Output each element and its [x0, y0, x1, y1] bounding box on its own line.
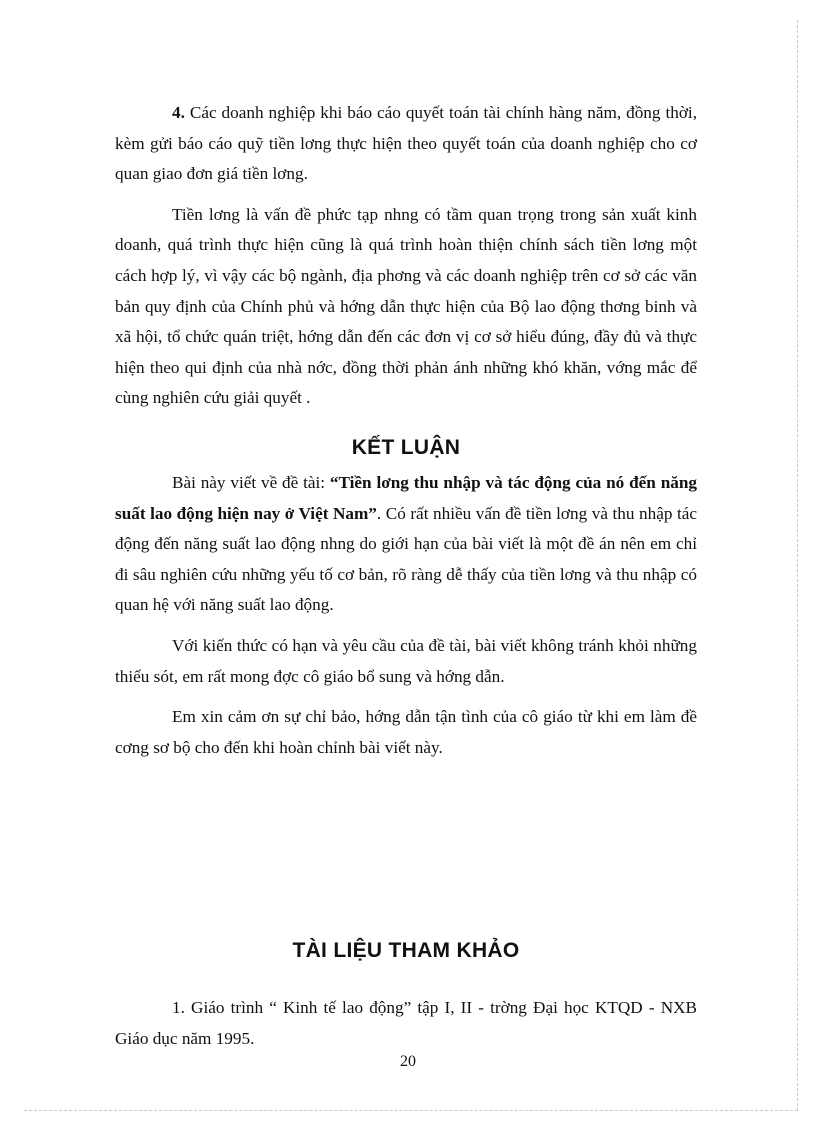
conclusion-body: . Có rất nhiều vấn đề tiền lơng và thu nhập tác động đến năng suất lao động nhng do giới hạn của bài viết là một đề án nên em chỉ đi sâu nghiên cứu những yếu tố cơ bản, rõ ràng dễ thấy của tiền lơng và thu nhập có quan hệ với năng suất lao động. — [115, 503, 697, 615]
reference-item-1: 1. Giáo trình “ Kinh tế lao động” tập I, II - trờng Đại học KTQD - NXB Giáo dục năm 1995. — [115, 998, 697, 1048]
conclusion-heading: KẾT LUẬN — [351, 435, 461, 459]
page-content — [115, 98, 697, 1054]
conclusion-paragraph-1 — [115, 468, 697, 621]
conclusion-intro: Bài này viết về đề tài: — [172, 472, 330, 492]
page-border-right — [797, 20, 798, 1111]
conclusion-paragraph-3: Em xin cảm ơn sự chỉ bảo, hớng dẫn tận tình của cô giáo từ khi em làm đề cơng sơ bộ cho đến khi hoàn chỉnh bài viết này. — [115, 707, 697, 757]
body-paragraph-1 — [115, 98, 697, 190]
page-border-bottom — [24, 1110, 798, 1111]
body-paragraph-2: Tiền lơng là vấn đề phức tạp nhng có tầm quan trọng trong sản xuất kinh doanh, quá trình thực hiện cũng là quá trình hoàn thiện chính sách tiền lơng một cách hợp lý, vì vậy các bộ ngành, địa phơng và các doanh nghiệp trên cơ sở các văn bản quy định của Chính phủ và hớng dẫn thực hiện của Bộ lao động thơng binh và xã hội, tổ chức quán triệt, hớng dẫn đến các đơn vị cơ sở hiểu đúng, đầy đủ và thực hiện theo qui định của nhà nớc, đồng thời phản ánh những khó khăn, vớng mắc để cùng nghiên cứu giải quyết . — [115, 204, 697, 408]
thesis-title: “Tiền lơng thu nhập và tác động của nó đến năng suất lao động hiện nay ở Việt Nam” — [115, 472, 697, 523]
paragraph-text: Các doanh nghiệp khi báo cáo quyết toán tài chính hàng năm, đồng thời, kèm gửi báo cáo quỹ tiền lơng thực hiện theo quyết toán của doanh nghiệp cho cơ quan giao đơn giá tiền lơng. — [115, 103, 697, 184]
page-number: 20 — [400, 1053, 416, 1070]
references-heading: TÀI LIỆU THAM KHẢO — [292, 939, 520, 963]
conclusion-paragraph-2: Với kiến thức có hạn và yêu cầu của đề tài, bài viết không tránh khỏi những thiếu sót, em rất mong đợc cô giáo bổ sung và hớng dẫn. — [115, 635, 697, 686]
paragraph-number: 4. — [172, 103, 185, 122]
